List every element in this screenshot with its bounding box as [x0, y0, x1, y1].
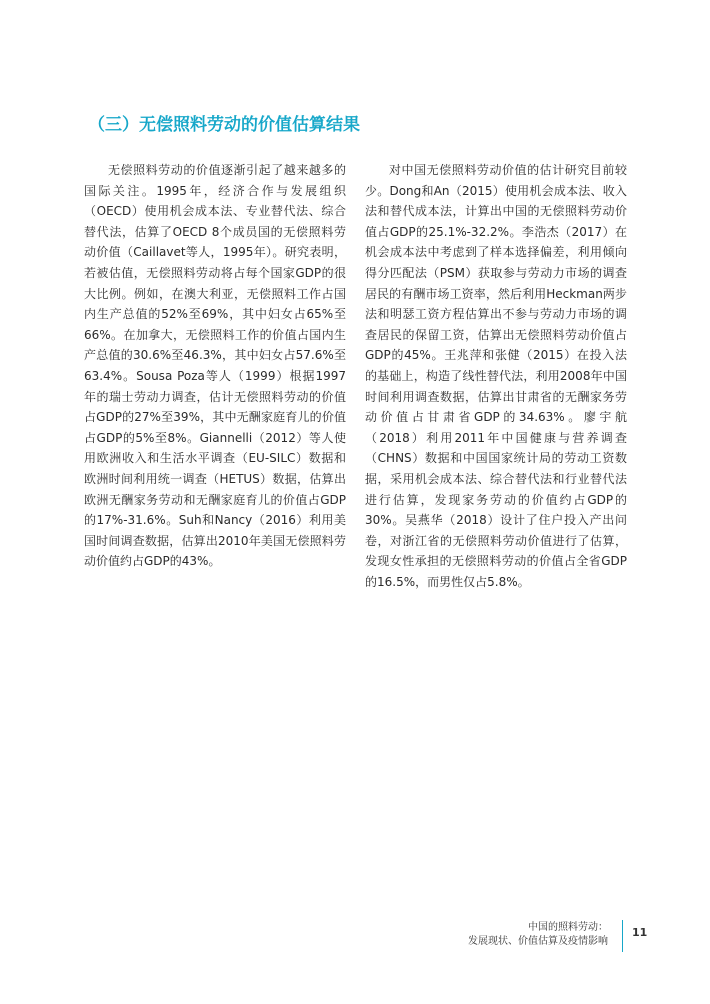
footer-title-line-2: 发展现状、价值估算及疫情影响 — [468, 936, 608, 947]
footer-title-line-1: 中国的照料劳动： — [528, 922, 608, 933]
page-number: 11 — [632, 926, 648, 939]
left-text-column — [84, 160, 346, 572]
section-heading: （三）无偿照料劳动的价值估算结果 — [88, 115, 360, 136]
footer-document-title — [348, 921, 608, 949]
footer-divider — [622, 920, 623, 952]
right-column-paragraph: 对中国无偿照料劳动价值的估计研究目前较少。Dong和An（2015）使用机会成本法、收入法和替代成本法，计算出中国的无偿照料劳动价值占GDP的25.1%-32.2%。李浩杰（2017）在机会成本法中考虑到了样本选择偏差，利用倾向得分匹配法（PSM）获取参与劳动力市场的调查居民的有酬市场工资率，然后利用Heckman两步法和明瑟工资方程估算出不参与劳动力市场的调查居民的保留工资，估算出无偿照料劳动价值占GDP的45%。王兆萍和张健（2015）在投入法的基础上，构造了线性替代法，利用2008年中国时间利用调查数据，估算出甘肃省的无酬家务劳动价值占甘肃省GDP的34.63%。廖宇航（2018）利用2011年中国健康与营养调查（CHNS）数据和中国国家统计局的劳动工资数据，采用机会成本法、综合替代法和行业替代法进行估算，发现家务劳动的价值约占GDP的30%。吴燕华（2018）设计了住户投入产出问卷，对浙江省的无偿照料劳动价值进行了估算，发现女性承担的无偿照料劳动的价值占全省GDP的16.5%，而男性仅占5.8%。 — [365, 163, 627, 589]
left-column-paragraph: 无偿照料劳动的价值逐渐引起了越来越多的国际关注。1995年，经济合作与发展组织（OECD）使用机会成本法、专业替代法、综合替代法，估算了OECD 8个成员国的无偿照料劳动价值（Caillavet等人，1995年）。研究表明，若被估值，无偿照料劳动将占每个国家GDP的很大比例。例如，在澳大利亚，无偿照料工作占国内生产总值的52%至69%，其中妇女占65%至66%。在加拿大，无偿照料工作的价值占国内生产总值的30.6%至46.3%，其中妇女占57.6%至63.4%。Sousa Poza等人（1999）根据1997年的瑞士劳动力调查，估计无偿照料劳动的价值占GDP的27%至39%，其中无酬家庭育儿的价值占GDP的5%至8%。Giannelli（2012）等人使用欧洲收入和生活水平调查（EU-SILC）数据和欧洲时间利用统一调查（HETUS）数据，估算出欧洲无酬家务劳动和无酬家庭育儿的价值占GDP的17%-31.6%。Suh和Nancy（2016）利用美国时间调查数据，估算出2010年美国无偿照料劳动价值约占GDP的43%。 — [84, 163, 346, 569]
right-text-column — [365, 160, 627, 592]
